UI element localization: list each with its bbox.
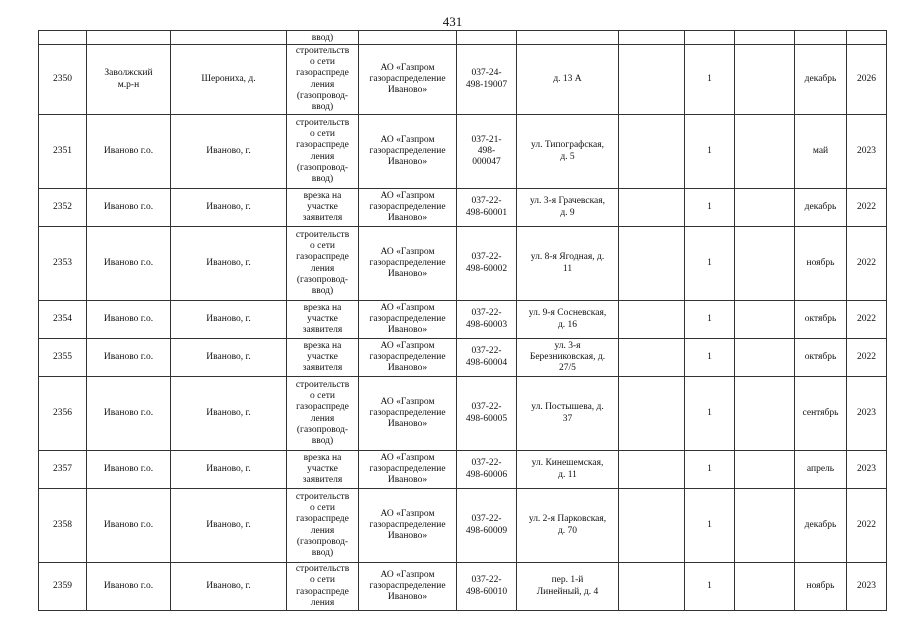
cell-year: 2023 [847,115,887,189]
cell-col10 [735,451,795,489]
cell-district: Иваново г.о. [87,115,171,189]
cell-address: ул. 2-я Парковская, д. 70 [517,489,619,563]
cell-org: АО «Газпром газораспределение Иваново» [359,451,457,489]
cell-col8 [619,339,685,377]
cell-code: 037-22- 498-60006 [457,451,517,489]
cell-district: Иваново г.о. [87,301,171,339]
cell-code: 037-22- 498-60004 [457,339,517,377]
cell-num: 2350 [39,45,87,115]
cell-col8 [619,563,685,611]
cell-count: 1 [685,377,735,451]
cell-count: 1 [685,489,735,563]
cell-code: 037-22- 498-60009 [457,489,517,563]
cell-col8 [619,45,685,115]
cell-num: 2353 [39,227,87,301]
cell-org: АО «Газпром газораспределение Иваново» [359,45,457,115]
cell-col8 [619,451,685,489]
cell-code: 037-22- 498-60005 [457,377,517,451]
cell-locality [171,31,287,45]
cell-col8 [619,189,685,227]
cell-month [795,31,847,45]
cell-col10 [735,189,795,227]
cell-locality: Иваново, г. [171,189,287,227]
cell-code: 037-22- 498-60002 [457,227,517,301]
table-row [39,563,887,611]
cell-month: май [795,115,847,189]
cell-org: АО «Газпром газораспределение Иваново» [359,377,457,451]
cell-locality: Иваново, г. [171,451,287,489]
cell-district: Заволжский м.р-н [87,45,171,115]
cell-col8 [619,115,685,189]
cell-col8 [619,377,685,451]
table-row [39,377,887,451]
cell-work: врезка на участке заявителя [287,189,359,227]
cell-year: 2022 [847,301,887,339]
table-row [39,489,887,563]
cell-district [87,31,171,45]
cell-col8 [619,227,685,301]
cell-year: 2026 [847,45,887,115]
cell-year [847,31,887,45]
cell-org: АО «Газпром газораспределение Иваново» [359,339,457,377]
cell-work: строительств о сети газораспреде ления (газопровод- ввод) [287,45,359,115]
cell-month: октябрь [795,301,847,339]
cell-address: ул. Типографская, д. 5 [517,115,619,189]
cell-year: 2023 [847,451,887,489]
cell-col8 [619,489,685,563]
cell-address [517,31,619,45]
cell-col10 [735,45,795,115]
cell-work: врезка на участке заявителя [287,451,359,489]
cell-code: 037-22- 498-60001 [457,189,517,227]
cell-work: строительств о сети газораспреде ления (газопровод- ввод) [287,227,359,301]
cell-org: АО «Газпром газораспределение Иваново» [359,301,457,339]
cell-col8 [619,31,685,45]
cell-locality: Иваново, г. [171,489,287,563]
cell-year: 2023 [847,563,887,611]
table-row [39,301,887,339]
cell-district: Иваново г.о. [87,339,171,377]
cell-count [685,31,735,45]
cell-address: ул. 8-я Ягодная, д. 11 [517,227,619,301]
cell-col10 [735,227,795,301]
cell-num: 2358 [39,489,87,563]
cell-org: АО «Газпром газораспределение Иваново» [359,115,457,189]
cell-num [39,31,87,45]
cell-year: 2022 [847,189,887,227]
table-row [39,115,887,189]
table-row [39,451,887,489]
cell-month: декабрь [795,45,847,115]
cell-month: декабрь [795,189,847,227]
cell-org: АО «Газпром газораспределение Иваново» [359,189,457,227]
cell-work: строительств о сети газораспреде ления [287,563,359,611]
table-body [39,31,887,611]
cell-district: Иваново г.о. [87,489,171,563]
cell-month: апрель [795,451,847,489]
cell-num: 2355 [39,339,87,377]
cell-locality: Иваново, г. [171,227,287,301]
table-row [39,227,887,301]
cell-month: ноябрь [795,563,847,611]
cell-num: 2357 [39,451,87,489]
cell-col10 [735,563,795,611]
cell-locality: Шерониха, д. [171,45,287,115]
cell-address: ул. Постышева, д. 37 [517,377,619,451]
cell-col10 [735,377,795,451]
cell-work: строительств о сети газораспреде ления (газопровод- ввод) [287,377,359,451]
cell-district: Иваново г.о. [87,189,171,227]
cell-address: ул. 3-я Грачевская, д. 9 [517,189,619,227]
cell-count: 1 [685,451,735,489]
cell-col10 [735,31,795,45]
cell-district: Иваново г.о. [87,563,171,611]
table-row [39,189,887,227]
cell-org [359,31,457,45]
cell-col8 [619,301,685,339]
cell-count: 1 [685,45,735,115]
gasification-table [38,30,887,611]
cell-code [457,31,517,45]
cell-org: АО «Газпром газораспределение Иваново» [359,489,457,563]
cell-address: пер. 1-й Линейный, д. 4 [517,563,619,611]
cell-num: 2356 [39,377,87,451]
cell-locality: Иваново, г. [171,115,287,189]
cell-address: ул. 3-я Березниковская, д. 27/5 [517,339,619,377]
cell-count: 1 [685,339,735,377]
cell-locality: Иваново, г. [171,377,287,451]
cell-year: 2022 [847,227,887,301]
cell-col10 [735,115,795,189]
cell-count: 1 [685,115,735,189]
cell-district: Иваново г.о. [87,451,171,489]
cell-locality: Иваново, г. [171,301,287,339]
table-row [39,45,887,115]
cell-num: 2354 [39,301,87,339]
cell-org: АО «Газпром газораспределение Иваново» [359,227,457,301]
cell-count: 1 [685,227,735,301]
cell-work: ввод) [287,31,359,45]
cell-col10 [735,339,795,377]
cell-year: 2022 [847,339,887,377]
table-row [39,339,887,377]
cell-col10 [735,489,795,563]
cell-locality: Иваново, г. [171,563,287,611]
cell-work: строительств о сети газораспреде ления (газопровод- ввод) [287,489,359,563]
page-number: 431 [442,14,463,29]
cell-count: 1 [685,301,735,339]
cell-month: сентябрь [795,377,847,451]
cell-count: 1 [685,563,735,611]
cell-org: АО «Газпром газораспределение Иваново» [359,563,457,611]
cell-address: ул. 9-я Сосневская, д. 16 [517,301,619,339]
cell-district: Иваново г.о. [87,227,171,301]
cell-work: врезка на участке заявителя [287,301,359,339]
cell-num: 2351 [39,115,87,189]
cell-num: 2359 [39,563,87,611]
cell-code: 037-22- 498-60003 [457,301,517,339]
cell-district: Иваново г.о. [87,377,171,451]
cell-work: врезка на участке заявителя [287,339,359,377]
cell-code: 037-21- 498- 000047 [457,115,517,189]
cell-month: декабрь [795,489,847,563]
cell-code: 037-24- 498-19007 [457,45,517,115]
cell-month: ноябрь [795,227,847,301]
cell-col10 [735,301,795,339]
cell-address: ул. Кинешемская, д. 11 [517,451,619,489]
cell-count: 1 [685,189,735,227]
continuation-row [39,31,887,45]
cell-work: строительств о сети газораспреде ления (газопровод- ввод) [287,115,359,189]
cell-month: октябрь [795,339,847,377]
cell-locality: Иваново, г. [171,339,287,377]
cell-num: 2352 [39,189,87,227]
cell-address: д. 13 А [517,45,619,115]
cell-year: 2023 [847,377,887,451]
cell-year: 2022 [847,489,887,563]
cell-code: 037-22- 498-60010 [457,563,517,611]
